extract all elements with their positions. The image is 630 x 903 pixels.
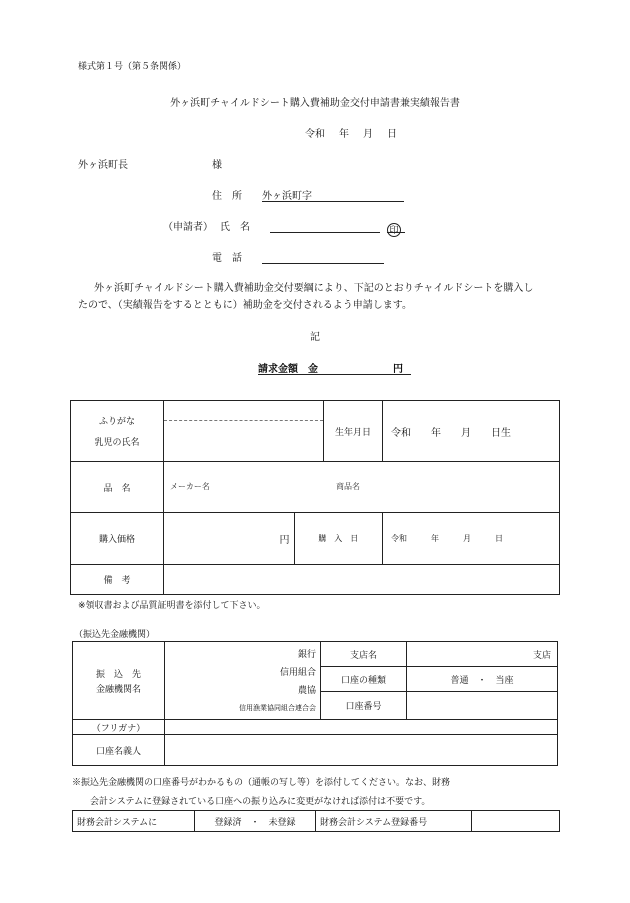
account-number-input[interactable] <box>407 692 558 720</box>
system-number-label: 財務会計システム登録番号 <box>316 811 472 832</box>
bank-type-bank: 銀行 <box>297 649 316 660</box>
account-type-value[interactable]: 普通 ・ 当座 <box>407 667 558 692</box>
bank-type-credit-union: 信用組合 <box>279 667 316 678</box>
seal-icon <box>387 218 401 237</box>
ki-heading: 記 <box>310 332 320 343</box>
maker-label: メーカー名 <box>170 482 210 491</box>
note-bank-line-1: ※振込先金融機関の口座番号がわかるもの（通帳の写し等）を添付してください。なお、財務 <box>72 778 451 788</box>
phone-underline[interactable] <box>262 263 384 264</box>
account-type-label: 口座の種類 <box>321 667 407 692</box>
bank-label-line1: 振 込 先 <box>95 669 141 680</box>
address-underline <box>262 201 404 202</box>
account-number-label: 口座番号 <box>321 692 407 720</box>
address-label: 住 所 <box>212 191 242 202</box>
addressee-name: 外ヶ浜町長 <box>78 160 128 171</box>
furigana-input[interactable] <box>164 401 323 421</box>
body-line-2: たので、（実績報告をするとともに）補助金を交付されるよう申請します。 <box>78 300 412 311</box>
bank-name-label-cell <box>73 642 165 720</box>
child-name-label-cell <box>71 401 164 462</box>
system-status[interactable]: 登録済 ・ 未登録 <box>195 811 316 832</box>
phone-label: 電 話 <box>212 253 242 264</box>
branch-label: 支店名 <box>321 642 407 667</box>
bank-name-input[interactable] <box>165 642 321 720</box>
birth-date-label: 生年月日 <box>324 401 383 462</box>
price-cell <box>164 513 383 565</box>
child-name-input-cell[interactable] <box>164 401 324 462</box>
bank-table <box>72 641 558 766</box>
child-info-table <box>70 400 560 595</box>
remarks-label: 備 考 <box>71 565 164 595</box>
date-year: 年 <box>339 129 349 140</box>
body-line-1: 外ヶ浜町チャイルドシート購入費補助金交付要綱により、下記のとおりチャイルドシートを購入し <box>94 283 534 294</box>
product-cell[interactable] <box>164 462 560 513</box>
date-month: 月 <box>363 129 373 140</box>
purchase-date-label: 購 入 日 <box>318 534 359 543</box>
claim-unit: 円 <box>393 364 403 375</box>
price-inner-table <box>164 513 382 564</box>
remarks-input[interactable] <box>164 565 560 595</box>
price-label: 購入価格 <box>71 513 164 565</box>
note-receipt: ※領収書および品質証明書を添付して下さい。 <box>78 601 266 611</box>
address-value[interactable]: 外ヶ浜町字 <box>262 191 312 202</box>
system-label: 財務会計システムに <box>73 811 195 832</box>
bank-section-title: （振込先金融機関） <box>74 630 156 640</box>
child-name-label: 乳児の氏名 <box>94 438 140 448</box>
purchase-date-value[interactable]: 令和 年 月 日 <box>383 513 560 565</box>
furigana-holder-input[interactable] <box>165 720 558 735</box>
birth-date-value[interactable]: 令和 年 月 日生 <box>383 401 560 462</box>
addressee-honorific: 様 <box>212 160 222 171</box>
date-day: 日 <box>387 129 397 140</box>
name-underline[interactable] <box>270 232 380 233</box>
claim-label: 請求金額 金 <box>258 364 318 375</box>
account-holder-label: 口座名義人 <box>73 735 165 766</box>
bank-label-line2: 金融機関名 <box>95 684 141 695</box>
product-label: 品 名 <box>71 462 164 513</box>
seal-underline <box>387 232 405 233</box>
form-title: 外ヶ浜町チャイルドシート購入費補助金交付申請書兼実績報告書 <box>170 98 460 109</box>
system-number-input[interactable] <box>472 811 560 832</box>
furigana-label: ふりがな <box>98 417 135 427</box>
furigana-holder-label: （フリガナ） <box>73 720 165 735</box>
bank-type-agri-coop: 農協 <box>297 685 316 696</box>
note-bank-line-2: 会計システムに登録されている口座への振り込みに変更がなければ添付は不要です。 <box>90 797 431 807</box>
bank-type-fishery-coop: 信用漁業協同組合連合会 <box>239 703 316 712</box>
date-line <box>305 125 397 140</box>
price-value[interactable]: 円 <box>164 513 294 564</box>
date-era: 令和 <box>305 129 325 140</box>
child-name-input[interactable] <box>164 421 323 461</box>
branch-input[interactable]: 支店 <box>407 642 558 667</box>
claim-underline[interactable] <box>258 374 411 375</box>
system-table <box>72 810 560 832</box>
applicant-paren: （申請者） <box>163 222 213 233</box>
form-number: 様式第１号（第５条関係） <box>78 62 187 72</box>
account-holder-input[interactable] <box>165 735 558 766</box>
seal-mark: 印 <box>387 223 401 237</box>
name-label: 氏 名 <box>220 222 250 233</box>
item-label: 商品名 <box>336 482 360 491</box>
